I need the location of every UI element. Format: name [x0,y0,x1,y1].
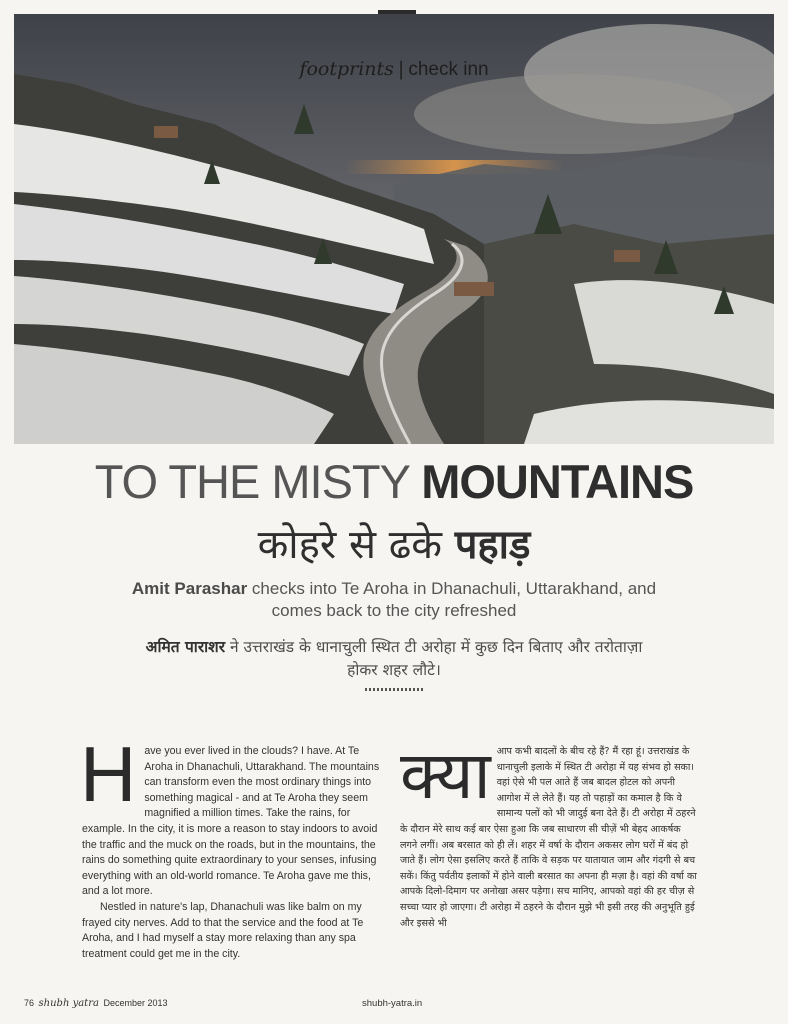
headline-light: TO THE MISTY [94,455,410,508]
website-link[interactable]: shubh-yatra.in [362,998,423,1009]
section-kind: check inn [408,59,489,80]
author-name: Amit Parashar [131,579,248,598]
standfirst-hindi-text: ने उत्तराखंड के धानाचुली स्थित टी अरोहा में कुछ दिन बिताए और तरोताज़ा होकर शहर लौटे। [230,638,643,679]
issue-date: December 2013 [103,998,168,1008]
headline-bold: MOUNTAINS [421,455,694,508]
footer-folio [24,998,168,1009]
magazine-brand: shubh yatra [38,998,99,1009]
standfirst [130,578,658,622]
dropcap-hindi: क्या [400,737,491,814]
page-footer [24,998,764,1014]
paragraph-hindi-1: आप कभी बादलों के बीच रहे हैं? मैं रहा हूं। उत्तराखंड के धानाचुली इलाके में स्थित टी अरोहा में यह संभव हो सका। वहां ऐसे भी पल आते हैं जब बादल होटल को अपनी आगोश में ले लेते हैं। यह तो पहाड़ों का कमाल है कि वे सामान्य पलों को भी जादुई बना देते हैं। टी अरोहा में ठहरने के दौरान मेरे साथ कई बार ऐसा हुआ कि जब साधारण सी चीज़ें भी बेहद आकर्षक लगने लगीं। अब बरसात को ही लें। शहर में वर्षा के दौरान अकसर लोग घरों में बंद हो जाते हैं। लोग ऐसा इसलिए करते हैं ताकि वे सड़क पर यातायात जाम और गंदगी से बच सकें। किंतु पर्वतीय इलाकों में होने वाली बरसात का अपना ही मज़ा है। वहां की वर्षा का आपके दिलो-दिमाग पर अनोखा असर पड़ेगा। सच मानिए, आपको वहां की हर चीज़ से सच्चा प्यार हो जाएगा। टी अरोहा में ठहरने के दौरान मुझे भी इसी तरह की अनुभूति हुई और इससे भी [400,746,697,929]
hindi-headline-light: कोहरे से ढके [257,522,442,568]
hero-photo [14,14,774,444]
article-headline [0,454,788,509]
section-label [14,58,774,81]
paragraph-english-1: ave you ever lived in the clouds? I have. At Te Aroha in Dhanachuli, Uttarakhand. The mountains can transform even the most ordinary things into something magical - and at Te Aroha they seem magnified a million times. Take the rains, for example. In the city, it is more a reason to stay indoors to avoid the traffic and the muck on the roads, but in the mountains, the rains do something quite extraordinary to your senses, infusing everything with an old-world romance. Te Aroha gave me this, and a lot more. [82,745,380,898]
section-name: footprints [299,58,394,80]
standfirst-text: checks into Te Aroha in Dhanachuli, Uttarakhand, and comes back to the city refreshed [251,579,657,620]
divider-dashes [365,688,423,691]
body-column-hindi [400,737,700,931]
hindi-headline [0,515,788,570]
body-column-english [80,730,382,962]
author-name-hindi: अमित पाराशर [145,638,226,656]
paragraph-english-2: Nestled in nature's lap, Dhanachuli was like balm on my frayed city nerves. Add to that the service and the food at Te Aroha, and I had myself a stay more relaxing than any spa treatment could get me in the city. [82,900,364,960]
hindi-headline-bold: पहाड़ [454,522,531,568]
section-separator: | [397,58,405,80]
dropcap-english: H [80,730,137,818]
standfirst-hindi [130,636,658,682]
page-number: 76 [24,998,35,1008]
